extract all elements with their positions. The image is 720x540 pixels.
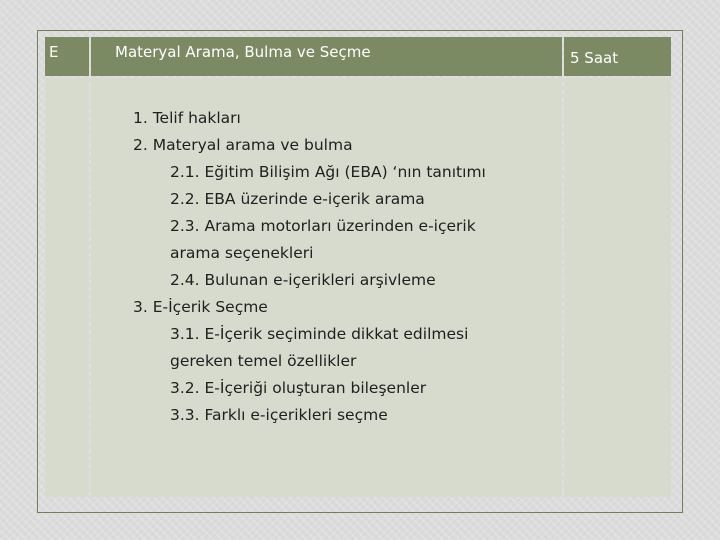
list-item: 2. Materyal arama ve bulma (133, 136, 353, 154)
list-item: arama seçenekleri (170, 244, 314, 262)
body-cell-code (45, 78, 89, 497)
list-item: 1. Telif hakları (133, 109, 241, 127)
module-duration: 5 Saat (570, 49, 619, 67)
module-code: E (49, 43, 59, 61)
list-item: 2.1. Eğitim Bilişim Ağı (EBA) ‘nın tanıtımı (170, 163, 486, 181)
list-item: 3.1. E-İçerik seçiminde dikkat edilmesi (170, 325, 469, 343)
module-title: Materyal Arama, Bulma ve Seçme (115, 43, 371, 61)
list-item: 3.3. Farklı e-içerikleri seçme (170, 406, 388, 424)
body-cell-duration (564, 78, 671, 497)
list-item: 3. E-İçerik Seçme (133, 298, 268, 316)
list-item: 2.3. Arama motorları üzerinden e-içerik (170, 217, 476, 235)
list-item: 2.4. Bulunan e-içerikleri arşivleme (170, 271, 436, 289)
list-item: 3.2. E-İçeriği oluşturan bileşenler (170, 379, 427, 397)
list-item: gereken temel özellikler (170, 352, 357, 370)
list-item: 2.2. EBA üzerinde e-içerik arama (170, 190, 425, 208)
